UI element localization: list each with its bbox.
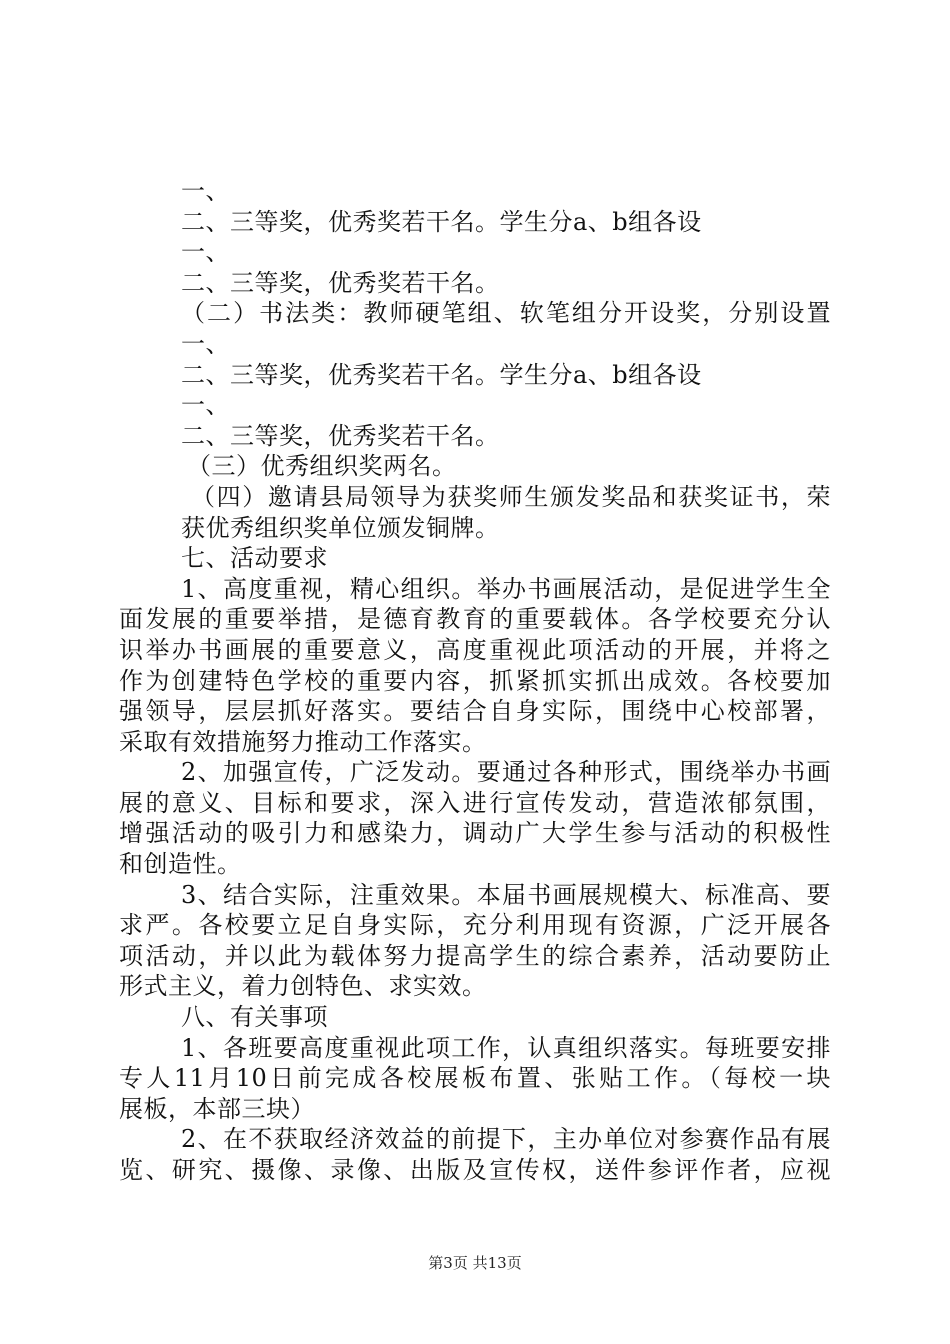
text-line: 作为创建特色学校的重要内容，抓紧抓实抓出成效。各校要加	[119, 666, 831, 695]
text-line: 二、三等奖，优秀奖若干名。学生分a、b组各设	[181, 207, 702, 236]
text-line: 识举办书画展的重要意义，高度重视此项活动的开展，并将之	[119, 635, 831, 664]
section-heading: 七、活动要求	[181, 544, 328, 573]
text-line: 一、	[181, 238, 230, 267]
page-footer	[0, 1252, 950, 1273]
text-line: 览、研究、摄像、录像、出版及宣传权，送件参评作者，应视	[119, 1156, 831, 1184]
text-line: 求严。各校要立足自身实际，充分利用现有资源，广泛开展各	[119, 911, 831, 940]
text-line: 1、高度重视，精心组织。举办书画展活动，是促进学生全	[181, 574, 831, 603]
text-line: 和创造性。	[119, 850, 242, 879]
text-line: 1、各班要高度重视此项工作，认真组织落实。每班要安排	[181, 1033, 831, 1062]
text-line: （二）书法类：教师硬笔组、软笔组分开设奖，分别设置	[181, 299, 831, 328]
text-line: 获优秀组织奖单位颁发铜牌。	[181, 513, 500, 542]
text-line: 一、	[181, 391, 230, 420]
text-line: 2、加强宣传，广泛发动。要通过各种形式，围绕举办书画	[181, 758, 831, 787]
text-line: 面发展的重要举措，是德育教育的重要载体。各学校要充分认	[119, 605, 831, 634]
text-line: 2、在不获取经济效益的前提下，主办单位对参赛作品有展	[181, 1125, 831, 1154]
text-line: 采取有效措施努力推动工作落实。	[119, 727, 487, 756]
section-heading: 八、有关事项	[181, 1003, 328, 1032]
page-number: 第3页 共13页	[428, 1254, 522, 1272]
text-line: 二、三等奖，优秀奖若干名。	[181, 268, 500, 297]
document-body	[119, 176, 831, 1186]
text-line: 强领导，层层抓好落实。要结合自身实际，围绕中心校部署，	[119, 697, 831, 726]
text-line: 增强活动的吸引力和感染力，调动广大学生参与活动的积极性	[119, 819, 831, 848]
text-line: 项活动，并以此为载体努力提高学生的综合素养，活动要防止	[119, 941, 831, 970]
text-line: （三）优秀组织奖两名。	[187, 452, 457, 481]
text-line: 专人11月10日前完成各校展板布置、张贴工作。（每校一块	[119, 1064, 831, 1093]
text-line: （四）邀请县局领导为获奖师生颁发奖品和获奖证书，荣	[191, 482, 831, 511]
text-line: 一、	[181, 329, 230, 358]
text-line: 展的意义、目标和要求，深入进行宣传发动，营造浓郁氛围，	[119, 788, 831, 817]
text-line: 二、三等奖，优秀奖若干名。学生分a、b组各设	[181, 360, 702, 389]
text-line: 展板，本部三块）	[119, 1094, 315, 1123]
text-line: 一、	[181, 177, 230, 205]
text-line: 3、结合实际，注重效果。本届书画展规模大、标准高、要	[181, 880, 831, 909]
text-line: 二、三等奖，优秀奖若干名。	[181, 421, 500, 450]
text-line: 形式主义，着力创特色、求实效。	[119, 972, 487, 1001]
